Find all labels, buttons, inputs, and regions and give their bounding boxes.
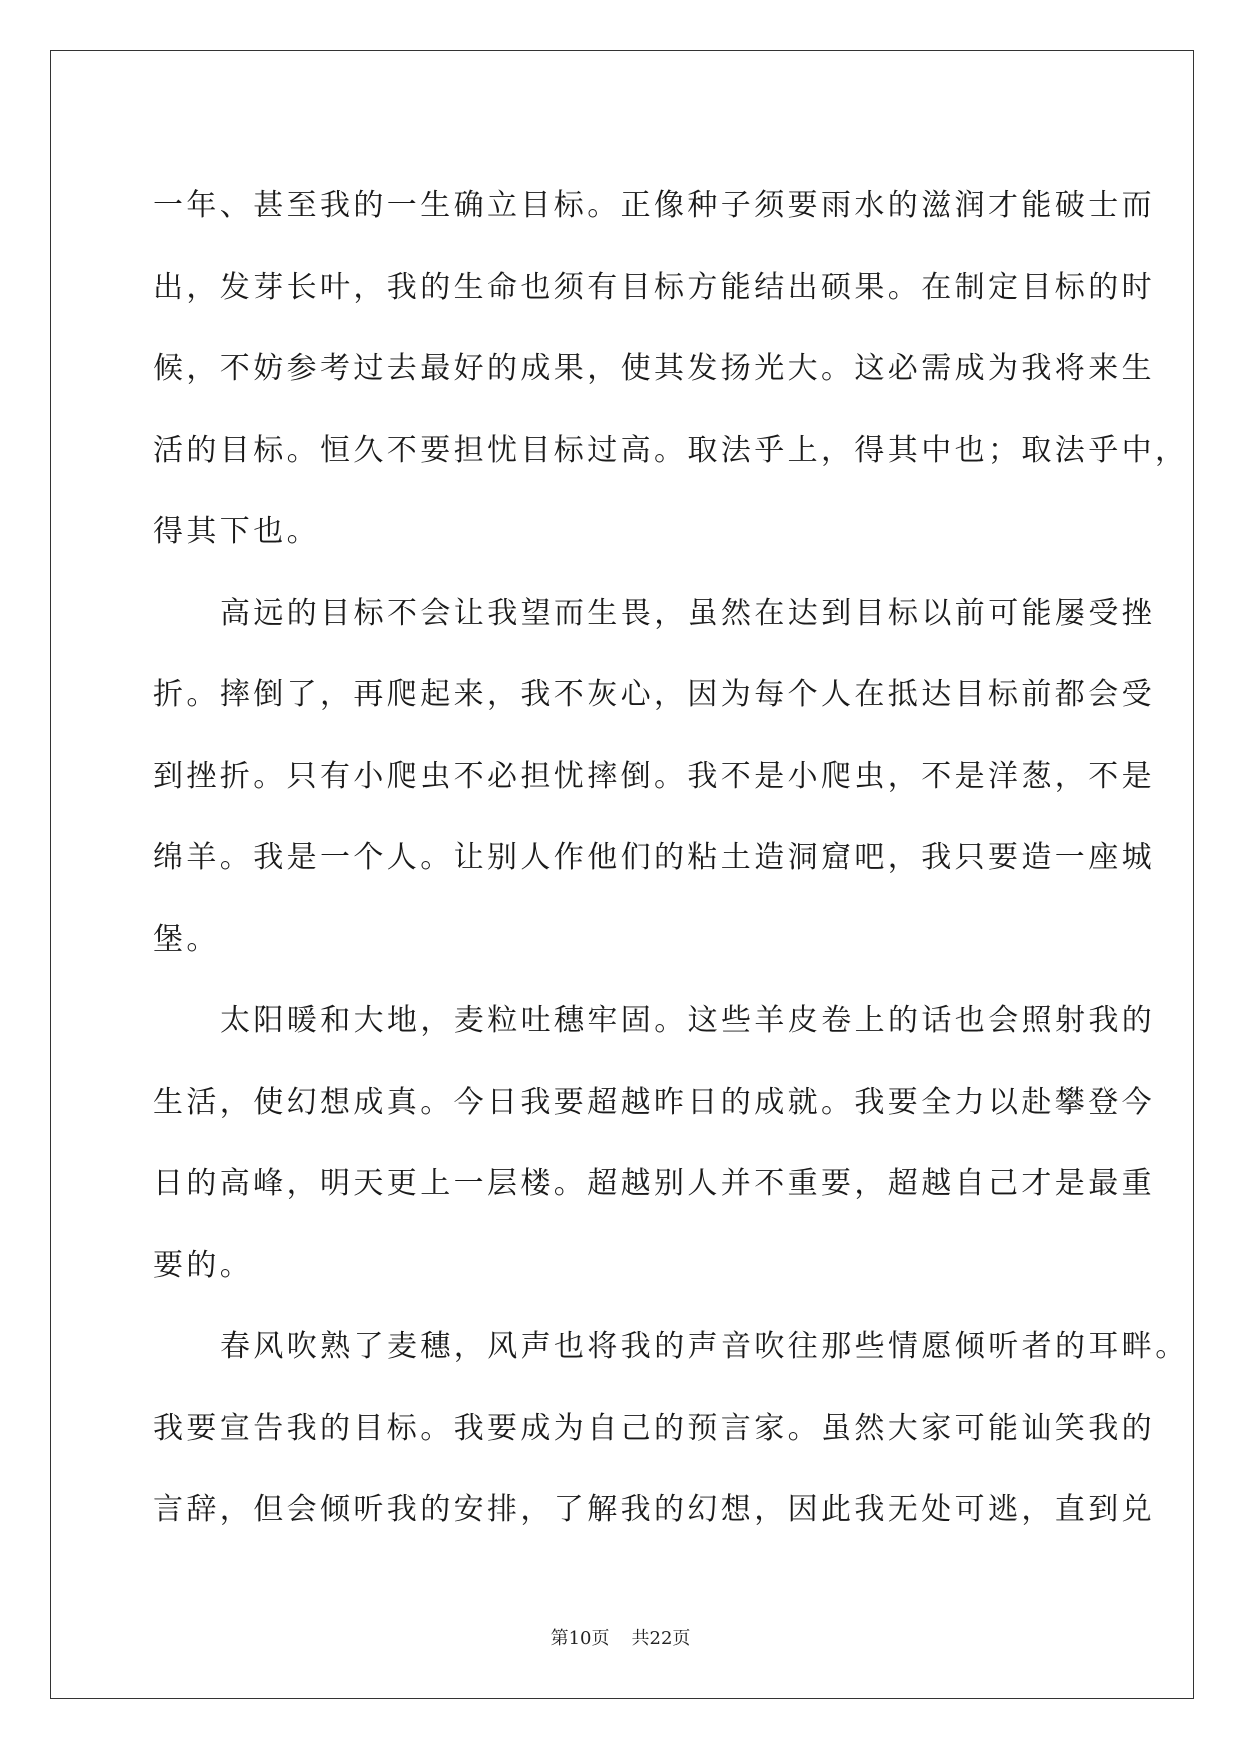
text-line-content: 春风吹熟了麦穗，风声也将我的声音吹往那些情愿倾听者的耳畔。 [220,1329,1189,1364]
text-line: 我要宣告我的目标。我要成为自己的预言家。虽然大家可能讪笑我的 [153,1410,1155,1446]
text-line: 得其下也。 [153,514,320,549]
text-line [153,1306,1189,1388]
page-number: 第10页 [550,1628,610,1649]
text-line-content: 高远的目标不会让我望而生畏，虽然在达到目标以前可能屡受挫 [220,595,1156,631]
text-line: 言辞，但会倾听我的安排，了解我的幻想，因此我无处可逃，直到兑 [153,1492,1155,1527]
document-body [153,165,1189,1551]
text-line: 到挫折。只有小爬虫不必担忧摔倒。我不是小爬虫，不是洋葱，不是 [153,758,1155,794]
text-line: 折。摔倒了，再爬起来，我不灰心，因为每个人在抵达目标前都会受 [153,677,1155,712]
text-line: 活的目标。恒久不要担忧目标过高。取法乎上，得其中也；取法乎中， [153,432,1189,468]
paragraph-2 [153,573,1156,981]
text-line: 绵羊。我是一个人。让别人作他们的粘土造洞窟吧，我只要造一座城 [153,840,1155,875]
text-line: 要的。 [153,1247,254,1283]
text-line: 出，发芽长叶，我的生命也须有目标方能结出硕果。在制定目标的时 [153,269,1155,305]
text-line [153,980,1156,1062]
text-line: 日的高峰，明天更上一层楼。超越别人并不重要，超越自己才是最重 [153,1166,1155,1201]
text-line [153,573,1156,655]
page-total: 共22页 [631,1628,691,1649]
paragraph-3 [153,980,1156,1306]
text-line: 生活，使幻想成真。今日我要超越昨日的成就。我要全力以赴攀登今 [153,1084,1155,1120]
text-line: 候，不妨参考过去最好的成果，使其发扬光大。这必需成为我将来生 [153,351,1155,386]
page-footer [0,1624,1241,1650]
paragraph-4 [153,1306,1189,1551]
paragraph-1 [153,165,1189,573]
text-line-content: 太阳暖和大地，麦粒吐穗牢固。这些羊皮卷上的话也会照射我的 [220,1003,1156,1038]
text-line: 堡。 [153,921,220,957]
text-line: 一年、甚至我的一生确立目标。正像种子须要雨水的滋润才能破士而 [153,188,1155,223]
